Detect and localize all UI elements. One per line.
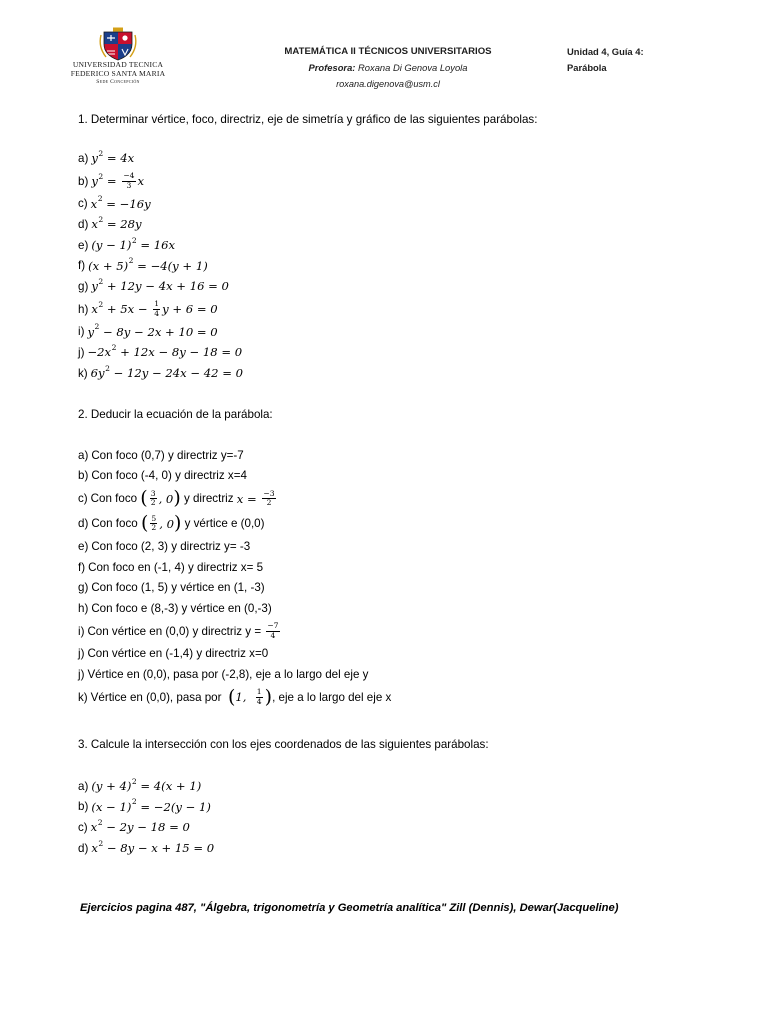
exercise-item bbox=[78, 619, 758, 644]
item-expression bbox=[91, 540, 250, 553]
math-run: 1, bbox=[235, 690, 254, 705]
superscript: 2 bbox=[128, 256, 134, 266]
fraction-numerator: −7 bbox=[267, 621, 279, 631]
fraction-denominator: 2 bbox=[151, 523, 157, 533]
math-run: = −2(y − 1) bbox=[136, 799, 211, 814]
item-label: b) bbox=[78, 469, 89, 483]
math-run: y + 6 = 0 bbox=[162, 302, 218, 317]
item-label: g) bbox=[78, 279, 89, 293]
math-run: (y − 1) bbox=[91, 238, 132, 253]
exercise-item bbox=[78, 557, 758, 578]
item-expression bbox=[91, 300, 217, 318]
exercise-item bbox=[78, 644, 758, 665]
exercise-item bbox=[78, 169, 758, 194]
item-expression bbox=[91, 449, 243, 462]
logo-line-name: FEDERICO SANTA MARIA bbox=[70, 68, 166, 78]
text-run: Con foco bbox=[91, 517, 141, 531]
item-label: f) bbox=[78, 259, 86, 273]
item-expression bbox=[88, 256, 208, 273]
item-expression bbox=[90, 685, 392, 708]
exercise-item bbox=[78, 598, 758, 619]
math-run: − 12y − 24x − 42 = 0 bbox=[109, 366, 244, 381]
text-run: Vértice en (0,0), pasa por bbox=[90, 690, 228, 704]
math-run: x bbox=[90, 820, 98, 835]
math-run: + 12y − 4x + 16 = 0 bbox=[103, 279, 229, 294]
math-run: = 4x bbox=[103, 151, 135, 166]
fraction-denominator: 4 bbox=[154, 308, 160, 318]
fraction bbox=[256, 688, 263, 706]
item-expression bbox=[90, 194, 151, 211]
fraction-numerator: 1 bbox=[154, 299, 160, 309]
exercise-item bbox=[78, 577, 758, 598]
math-run: x bbox=[91, 841, 98, 856]
math-run: y bbox=[91, 174, 98, 189]
superscript: 2 bbox=[97, 817, 103, 827]
item-expression bbox=[87, 668, 368, 681]
text-run: Con foco (-4, 0) y directriz x=4 bbox=[91, 469, 247, 483]
item-label: j) bbox=[78, 647, 85, 661]
item-label: d) bbox=[78, 217, 89, 231]
item-expression bbox=[91, 469, 247, 482]
item-label: e) bbox=[78, 238, 89, 252]
exercise-item bbox=[78, 342, 758, 363]
exercise-item bbox=[78, 194, 758, 215]
text-run: Con foco (0,7) y directriz y=-7 bbox=[91, 448, 244, 462]
exercise-item bbox=[78, 255, 758, 276]
section-2-title: 2. Deducir la ecuación de la parábola: bbox=[78, 408, 273, 421]
item-expression bbox=[90, 363, 244, 381]
exercise-item bbox=[78, 797, 758, 818]
fraction bbox=[150, 515, 157, 533]
math-run: x = bbox=[236, 491, 261, 506]
fraction-denominator: 2 bbox=[150, 498, 156, 508]
text-run: Con vértice en (-1,4) y directriz x=0 bbox=[87, 647, 269, 661]
math-run: (x + 5) bbox=[88, 258, 129, 273]
math-run: y bbox=[91, 151, 98, 166]
parenthesis: ( bbox=[227, 685, 236, 708]
item-expression bbox=[91, 276, 229, 294]
item-label: i) bbox=[78, 624, 85, 638]
superscript: 2 bbox=[111, 342, 117, 352]
fraction bbox=[266, 622, 279, 640]
math-run: = −16y bbox=[102, 196, 151, 211]
teacher-email: roxana.digenova@usm.cl bbox=[336, 79, 440, 89]
item-label: c) bbox=[78, 820, 88, 834]
exercise-item bbox=[78, 276, 758, 297]
superscript: 2 bbox=[98, 148, 104, 158]
text-run: Vértice en (0,0), pasa por (-2,8), eje a lo largo del eje y bbox=[87, 667, 369, 681]
math-run: , 0 bbox=[159, 516, 174, 531]
item-expression bbox=[90, 817, 190, 835]
fraction-numerator: 5 bbox=[151, 513, 157, 523]
section-1-items bbox=[78, 148, 758, 383]
superscript: 2 bbox=[98, 838, 104, 848]
exercise-item bbox=[78, 445, 758, 466]
text-run: Con vértice en (0,0) y directriz y = bbox=[87, 624, 265, 638]
item-expression bbox=[91, 602, 271, 615]
exercise-item bbox=[78, 363, 758, 384]
exercise-item bbox=[78, 776, 758, 797]
superscript: 2 bbox=[131, 235, 137, 245]
text-run: Con foco (1, 5) y vértice en (1, -3) bbox=[91, 581, 265, 595]
text-run: y directriz bbox=[180, 492, 237, 506]
fraction-denominator: 4 bbox=[256, 696, 262, 706]
item-label: d) bbox=[78, 841, 89, 855]
parenthesis: ( bbox=[140, 512, 149, 535]
item-label: h) bbox=[78, 601, 89, 615]
math-run: −2x bbox=[87, 345, 112, 360]
item-label: k) bbox=[78, 366, 88, 380]
item-expression bbox=[91, 148, 135, 166]
fraction-numerator: 3 bbox=[150, 488, 156, 498]
item-label: b) bbox=[78, 174, 89, 188]
fraction bbox=[153, 300, 160, 318]
logo-line-university: UNIVERSIDAD TECNICA bbox=[72, 60, 164, 69]
math-run: (y + 4) bbox=[91, 779, 132, 794]
fraction-numerator: 1 bbox=[256, 687, 262, 697]
item-label: b) bbox=[78, 800, 89, 814]
section-1-title: 1. Determinar vértice, foco, directriz, eje de simetría y gráfico de las siguientes parábolas: bbox=[78, 113, 538, 126]
superscript: 2 bbox=[131, 776, 137, 786]
exercise-item bbox=[78, 322, 758, 343]
math-run: + 5x − bbox=[103, 302, 152, 317]
parenthesis: ) bbox=[264, 685, 273, 708]
course-header bbox=[238, 44, 538, 92]
math-run: y bbox=[91, 279, 98, 294]
item-expression bbox=[87, 647, 268, 660]
item-expression bbox=[91, 235, 176, 253]
item-expression bbox=[88, 561, 263, 574]
superscript: 2 bbox=[94, 322, 100, 332]
exercise-item bbox=[78, 297, 758, 322]
item-label: f) bbox=[78, 560, 86, 574]
text-run: , eje a lo largo del eje x bbox=[272, 690, 392, 704]
math-run: = 4(x + 1) bbox=[136, 779, 202, 794]
text-run: y vértice e (0,0) bbox=[181, 517, 265, 531]
exercise-item bbox=[78, 511, 758, 536]
text-run: Con foco en (-1, 4) y directriz x= 5 bbox=[88, 560, 264, 574]
fraction-numerator: −4 bbox=[123, 171, 135, 181]
item-label: j) bbox=[78, 667, 85, 681]
exercise-item bbox=[78, 536, 758, 557]
math-run: x bbox=[90, 196, 98, 211]
item-label: d) bbox=[78, 517, 89, 531]
parenthesis: ) bbox=[173, 487, 181, 510]
math-run: = −4(y + 1) bbox=[133, 258, 208, 273]
item-label: e) bbox=[78, 539, 89, 553]
item-label: i) bbox=[78, 325, 85, 339]
exercise-item bbox=[78, 466, 758, 487]
superscript: 2 bbox=[98, 276, 104, 286]
item-expression bbox=[91, 797, 211, 814]
item-expression bbox=[91, 776, 202, 794]
parenthesis: ) bbox=[173, 512, 182, 535]
exercise-item bbox=[78, 817, 758, 838]
fraction-denominator: 4 bbox=[270, 630, 276, 640]
superscript: 2 bbox=[98, 171, 104, 181]
math-run: = 16x bbox=[136, 238, 176, 253]
exercise-item bbox=[78, 214, 758, 235]
exercise-item bbox=[78, 685, 758, 710]
math-run: 6y bbox=[90, 366, 105, 381]
math-run: − 8y − x + 15 = 0 bbox=[103, 841, 215, 856]
exercise-item bbox=[78, 486, 758, 511]
section-3-items bbox=[78, 776, 758, 858]
superscript: 2 bbox=[98, 214, 104, 224]
text-run: Con foco bbox=[90, 492, 141, 506]
university-logo bbox=[66, 27, 170, 87]
text-run: Con foco (2, 3) y directriz y= -3 bbox=[91, 539, 251, 553]
university-crest-icon bbox=[96, 27, 140, 61]
text-run: Con foco e (8,-3) y vértice en (0,-3) bbox=[91, 601, 272, 615]
fraction-denominator: 2 bbox=[266, 498, 272, 508]
math-run: − 2y − 18 = 0 bbox=[102, 820, 190, 835]
math-run: − 8y − 2x + 10 = 0 bbox=[99, 324, 218, 339]
math-run: + 12x − 8y − 18 = 0 bbox=[116, 345, 243, 360]
item-expression bbox=[87, 322, 218, 339]
item-label: c) bbox=[78, 197, 88, 211]
item-label: a) bbox=[78, 151, 89, 165]
fraction bbox=[262, 490, 275, 508]
item-label: a) bbox=[78, 779, 89, 793]
math-run: = 28y bbox=[103, 217, 142, 232]
item-expression bbox=[91, 581, 264, 594]
math-run: y bbox=[87, 324, 94, 339]
math-run: (x − 1) bbox=[91, 799, 132, 814]
math-run: x bbox=[137, 174, 145, 189]
item-expression bbox=[91, 489, 278, 508]
exercise-item bbox=[78, 664, 758, 685]
math-run: , 0 bbox=[158, 491, 174, 506]
exercise-item bbox=[78, 148, 758, 169]
unit-header bbox=[567, 44, 644, 76]
superscript: 2 bbox=[105, 363, 110, 373]
item-expression bbox=[87, 342, 243, 360]
math-run: x bbox=[91, 217, 98, 232]
fraction bbox=[122, 172, 135, 190]
section-3-title: 3. Calcule la intersección con los ejes coordenados de las siguientes parábolas: bbox=[78, 738, 489, 751]
superscript: 2 bbox=[98, 299, 104, 309]
teacher-line bbox=[238, 60, 538, 76]
math-run: = bbox=[103, 174, 121, 189]
fraction bbox=[150, 490, 157, 508]
item-expression bbox=[91, 838, 215, 856]
item-label: a) bbox=[78, 448, 89, 462]
item-label: c) bbox=[78, 492, 88, 506]
item-label: j) bbox=[78, 345, 85, 359]
teacher-name: Roxana Di Genova Loyola bbox=[355, 62, 468, 73]
item-label: k) bbox=[78, 690, 88, 704]
exercise-item bbox=[78, 235, 758, 256]
teacher-label: Profesora: bbox=[308, 62, 356, 73]
topic-label: Parábola bbox=[567, 62, 607, 73]
exercise-item bbox=[78, 838, 758, 859]
item-label: g) bbox=[78, 581, 89, 595]
item-expression bbox=[87, 622, 281, 640]
fraction-denominator: 3 bbox=[126, 180, 132, 190]
superscript: 2 bbox=[131, 797, 137, 807]
course-title: MATEMÁTICA II TÉCNICOS UNIVERSITARIOS bbox=[284, 46, 492, 57]
item-label: h) bbox=[78, 302, 89, 316]
section-2-items bbox=[78, 445, 758, 710]
item-expression bbox=[91, 514, 264, 533]
logo-line-campus: Sede Concepción bbox=[96, 79, 140, 86]
item-expression bbox=[91, 172, 144, 190]
reference-note: Ejercicios pagina 487, "Álgebra, trigonometría y Geometría analítica" Zill (Dennis), Dewar(Jacqueline) bbox=[80, 902, 619, 914]
math-run: x bbox=[91, 302, 98, 317]
parenthesis: ( bbox=[140, 487, 148, 510]
superscript: 2 bbox=[97, 194, 103, 204]
unit-label: Unidad 4, Guía 4: bbox=[567, 46, 644, 57]
fraction-numerator: −3 bbox=[263, 488, 275, 498]
item-expression bbox=[91, 214, 142, 232]
